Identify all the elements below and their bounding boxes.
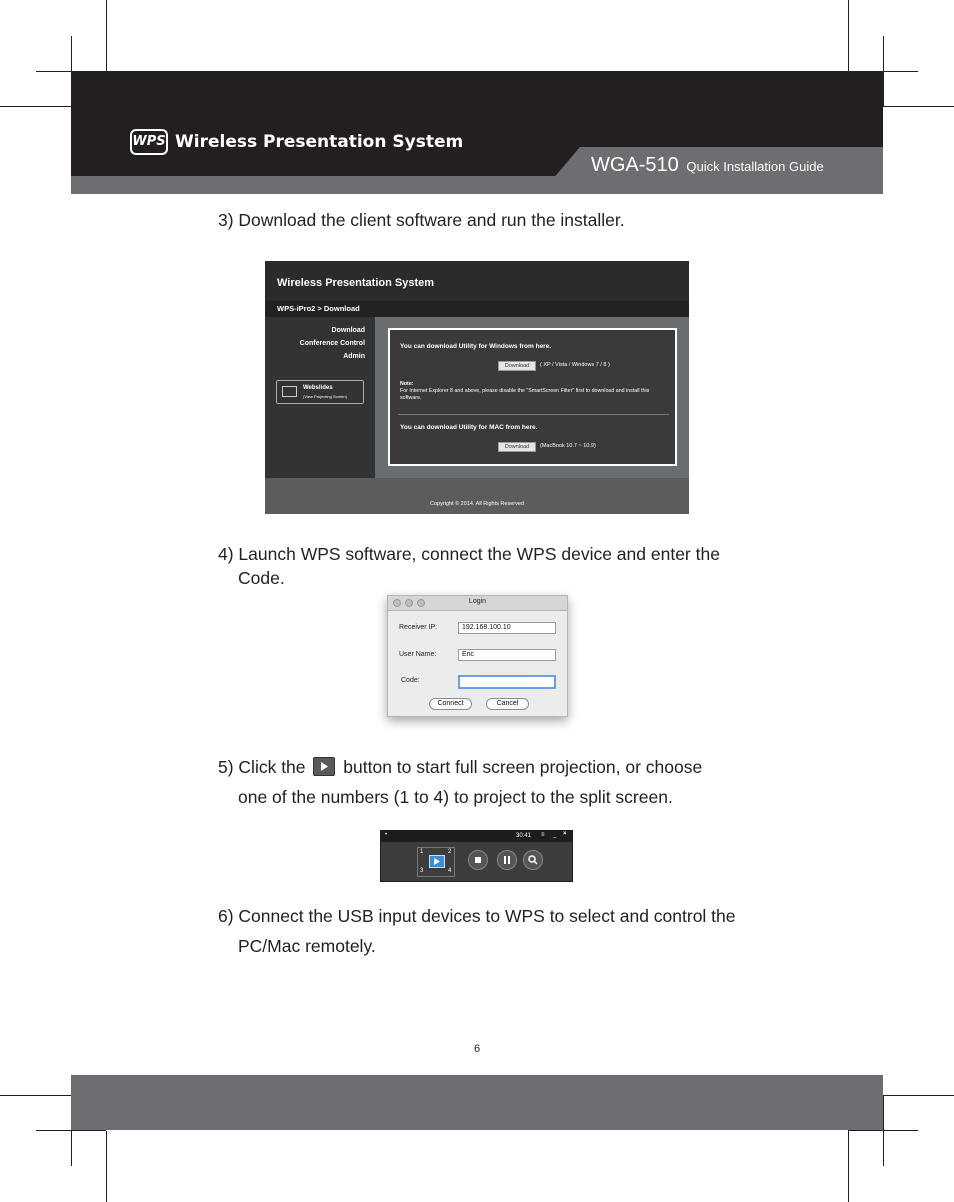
model-title [591, 154, 824, 177]
receiver-ip-field[interactable]: 192.168.100.10 [458, 622, 556, 634]
note [400, 381, 660, 402]
player-toolbar [380, 830, 573, 882]
sidebar-item-admin[interactable]: Admin [343, 353, 365, 360]
sidebar [265, 317, 375, 478]
step-5-text-1: 5) Click the [218, 757, 306, 777]
status-dot-icon: • [385, 832, 388, 838]
login-title: Login [468, 598, 487, 605]
split-4-button[interactable]: 4 [448, 868, 452, 874]
step-6-line-1: 6) Connect the USB input devices to WPS to select and control the [218, 906, 736, 926]
connect-button[interactable]: Connect [429, 698, 472, 710]
webslides-button[interactable] [276, 380, 364, 404]
player-time: 30:41 [516, 833, 532, 839]
player-titlebar [381, 831, 572, 842]
sidebar-item-conference-control[interactable]: Conference Control [299, 340, 365, 347]
crop-mark [106, 0, 107, 71]
windows-os-label: ( XP / Vista / Windows 7 / 8 ) [540, 362, 610, 368]
crop-mark [0, 1095, 71, 1096]
stop-button[interactable] [468, 850, 488, 870]
crop-mark [848, 0, 849, 71]
download-box [388, 328, 677, 466]
cancel-button[interactable]: Cancel [486, 698, 529, 710]
pause-button[interactable] [497, 850, 517, 870]
fullscreen-play-button[interactable] [429, 855, 445, 868]
user-name-label: User Name: [399, 651, 437, 658]
split-3-button[interactable]: 3 [420, 868, 424, 874]
crop-mark [883, 1096, 884, 1166]
mac-download-button[interactable]: Download [498, 442, 536, 452]
webslides-sublabel: (View Projecting Screen) [303, 394, 347, 399]
crop-mark [0, 106, 71, 107]
crop-mark [883, 1095, 954, 1096]
step-4-line-1: 4) Launch WPS software, connect the WPS device and enter the [218, 544, 720, 564]
user-name-field[interactable]: Eric [458, 649, 556, 661]
sidebar-item-download[interactable]: Download [331, 327, 365, 334]
guide-label: Quick Installation Guide [686, 159, 824, 174]
download-panel [375, 317, 689, 478]
copyright: Copyright © 2014. All Rights Reserved [265, 478, 689, 514]
page-number: 6 [473, 1043, 481, 1055]
code-field[interactable] [458, 675, 556, 689]
split-2-button[interactable]: 2 [448, 849, 452, 855]
step-5-text-2: button to start full screen projection, or choose [343, 757, 703, 777]
login-titlebar [388, 596, 567, 611]
close-icon[interactable]: × [563, 831, 567, 837]
crop-mark [848, 1131, 849, 1202]
note-text: For Internet Explorer 8 and above, please disable the "SmartScreen Filter" first to download and install this software. [400, 388, 650, 401]
wps-logo-icon: WPS [130, 129, 168, 155]
webslides-label: Webslides [303, 385, 333, 391]
crop-mark [106, 1131, 107, 1202]
monitor-icon [282, 386, 297, 397]
breadcrumb: WPS-iPro2 > Download [265, 301, 689, 317]
login-dialog [387, 595, 568, 717]
step-5-line-2: one of the numbers (1 to 4) to project to the split screen. [238, 787, 673, 807]
download-page-title: Wireless Presentation System [265, 261, 689, 301]
minimize-icon[interactable]: _ [553, 832, 557, 838]
header-title: Wireless Presentation System [175, 132, 464, 152]
play-icon [313, 757, 335, 776]
step-3: 3) Download the client software and run the installer. [218, 210, 625, 230]
step-6 [218, 901, 736, 961]
mac-heading: You can download Utility for MAC from here. [400, 424, 538, 431]
split-screen-grid [417, 847, 455, 877]
download-page-screenshot [265, 261, 689, 514]
step-4-line-2: Code. [238, 568, 285, 588]
split-1-button[interactable]: 1 [420, 849, 424, 855]
divider [398, 414, 669, 415]
step-6-line-2: PC/Mac remotely. [238, 936, 376, 956]
search-button[interactable] [523, 850, 543, 870]
crop-mark [883, 106, 954, 107]
model-number: WGA-510 [591, 154, 679, 176]
note-title: Note: [400, 381, 414, 387]
mac-os-label: (MacBook 10.7 ~ 10.9) [540, 443, 596, 449]
footer-band [71, 1075, 883, 1130]
step-4 [218, 539, 720, 593]
code-label: Code: [401, 677, 420, 684]
windows-download-button[interactable]: Download [498, 361, 536, 371]
receiver-ip-label: Receiver IP: [399, 624, 438, 631]
step-5 [218, 752, 702, 812]
windows-heading: You can download Utility for Windows from here. [400, 343, 552, 350]
menu-icon[interactable]: ≡ [541, 832, 545, 838]
